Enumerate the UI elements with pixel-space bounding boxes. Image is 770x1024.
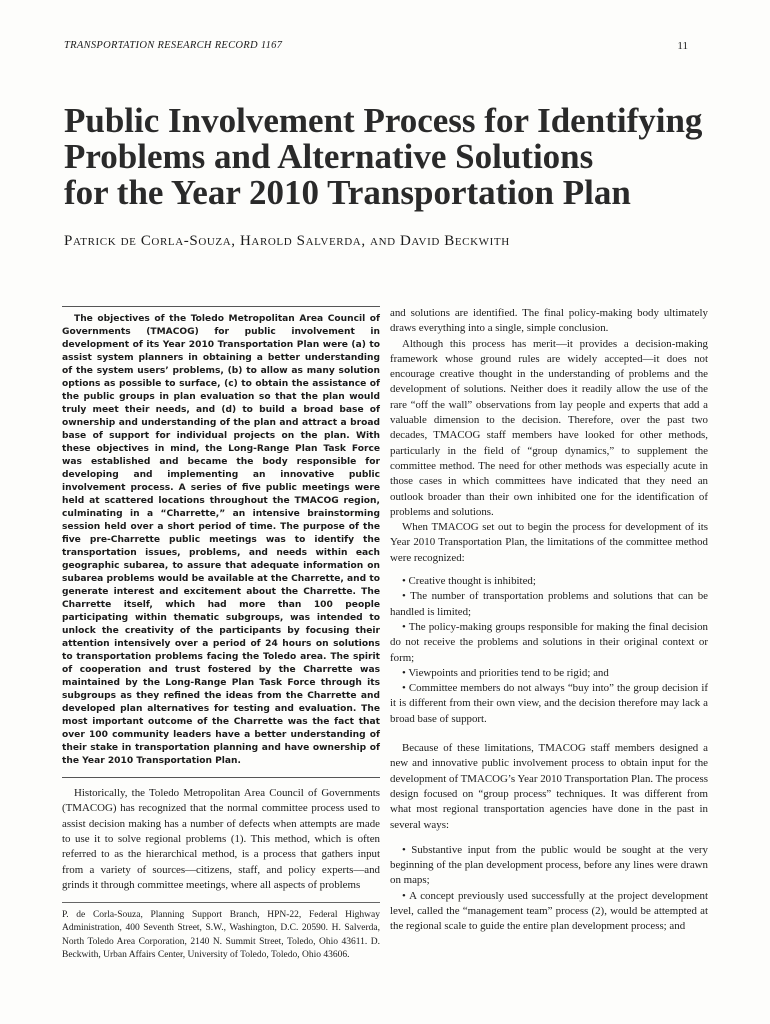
list-item: • The number of transportation problems and solutions that can be handled is limited; [390,590,708,618]
paragraph-continued: and solutions are identified. The final policy-making body ultimately draws everything into a single, simple conclusion. [390,307,708,335]
list-item: • Substantive input from the public would be sought at the very beginning of the plan development process, before any lines were drawn on maps; [390,843,708,887]
list-item: • Creative thought is inhibited; [402,575,536,588]
right-column [390,306,708,935]
list-item: • The policy-making groups responsible for making the final decision do not receive the problems and solutions in their original context or form; [390,620,708,664]
list-item: • A concept previously used successfully at the project development level, called the “management team” process (2), would be attempted at the regional scale to guide the entire plan development process; and [390,889,708,933]
author-affiliations-footnote: P. de Corla-Souza, Planning Support Branch, HPN-22, Federal Highway Administration, 400 Seventh Street, S.W., Washington, D.C. 20590. H. Salverda, North Toledo Area Corporation, 2140 N. Summit Street, Toledo, Ohio 43611. D. Beckwith, Urban Affairs Center, University of Toledo, Toledo, Ohio 43606. [62,902,380,963]
paragraph-new-process: Because of these limitations, TMACOG staff members designed a new and innovative public involvement process to obtain input for the development of TMACOG’s Year 2010 Transportation Plan. The process design focused on “group process” techniques. It was different from what most regional transportation agencies have done in the past in several ways: [390,742,708,831]
differences-list [390,843,708,935]
paragraph-merit: Although this process has merit—it provides a decision-making framework whose ground rules are widely accepted—it does not encourage creative thought in the understanding of problems and the development of solutions. Neither does it readily allow the use of the rare “off the wall” observations from lay people and experts that add a valuable dimension to the decision. Therefore, over the past two decades, TMACOG staff members have looked for other methods, particularly in the field of “group dynamics,” to supplement the committee method. The need for other methods was especially acute in those cases in which committees have indicated that they need an outlook broader than their own inhibited one for the identification of problems and solutions. [390,337,708,518]
page-number: 11 [677,40,688,52]
author-list: Patrick de Corla-Souza, Harold Salverda, and David Beckwith [64,233,510,249]
title-line-1: Public Involvement Process for Identifying [64,101,703,140]
abstract-end-rule [62,777,380,778]
footnote-block [62,880,380,972]
left-column [62,306,380,893]
list-item: • Viewpoints and priorities tend to be rigid; and [402,666,609,679]
abstract: The objectives of the Toledo Metropolitan Area Council of Governments (TMACOG) for public involvement in development of its Year 2010 Transportation Plan were (a) to assist system planners in obtaining a better understanding of the system users’ problems, (b) to allow as many solution options as possible to surface, (c) to obtain the assistance of the public groups in plan evaluation so that the plan would truly meet their needs, and (d) to build a broad base of ownership and understanding of the plan and attract a broad base of support for individual projects on the plan. With these objectives in mind, the Long-Range Plan Task Force was established and became the body responsible for developing and implementing an innovative public involvement process. A series of five public meetings were held at scattered locations throughout the TMACOG region, culminating in a “Charrette,” an intensive brainstorming session held over a short period of time. The purpose of the five pre-Charrette public meetings was to identify the transportation issues, problems, and needs within each geographic subarea, to assure that adequate information on subarea problems would be available at the Charrette, and to generate interest and excitement about the Charrette. The Charrette itself, which had more than 100 people participating within thematic subgroups, was intended to unlock the creativity of the participants by focusing their attention intensively over a period of 24 hours on solutions to transportation problems facing the Toledo area. The spirit of cooperation and trust fostered by the Charrette was maintained by the Long-Range Plan Task Force through its subgroups as they refined the ideas from the Charrette and developed plan alternatives for testing and evaluation. The most important outcome of the Charrette was the fact that over 100 community leaders have a better understanding of their stake in transportation planning and have ownership of the Year 2010 Transportation Plan. [62,314,380,766]
list-item: • Committee members do not always “buy into” the group decision if it is different from their own view, and the decision therefore may lack a broad base of support. [390,682,708,725]
article-title [64,103,724,211]
intro-paragraph: Historically, the Toledo Metropolitan Area Council of Governments (TMACOG) has recognized that the normal committee process used to assist decision making has a number of defects when attempts are made to use it to solve regional problems (1). This method, which is often referred to as the hierarchical method, is a process that gathers input from a variety of sources—citizens, staff, and policy experts—and grinds it through committee meetings, where all aspects of problems [62,787,380,891]
limitations-list [390,574,708,727]
title-line-2: Problems and Alternative Solutions [64,137,594,176]
running-header: TRANSPORTATION RESEARCH RECORD 1167 [64,40,283,51]
paragraph-limitations-intro: When TMACOG set out to begin the process for development of its Year 2010 Transportation Plan, the limitations of the committee method were recognized: [390,521,708,564]
abstract-rule [62,306,380,307]
title-line-3: for the Year 2010 Transportation Plan [64,173,631,212]
